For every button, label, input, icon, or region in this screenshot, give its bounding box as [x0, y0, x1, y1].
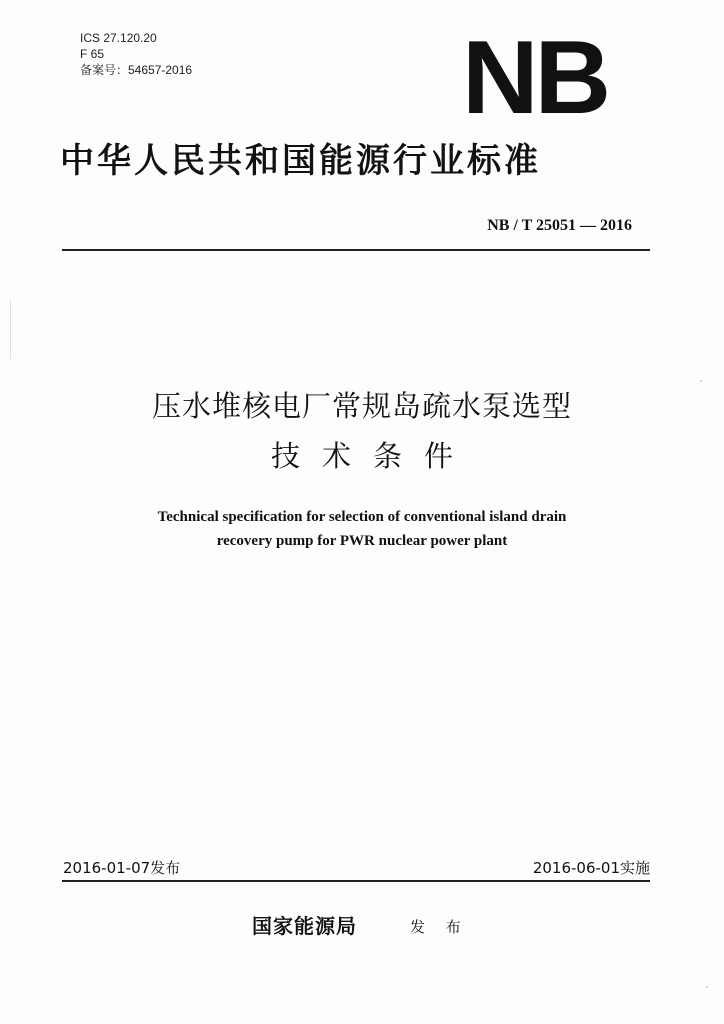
- filing-number: 备案号：54657-2016: [80, 63, 193, 77]
- chinese-title-line-1: 压水堆核电厂常规岛疏水泵选型: [151, 389, 572, 423]
- publish-label: 发 布: [410, 918, 469, 936]
- english-title-line-2: recovery pump for PWR nuclear power plant: [216, 533, 508, 549]
- publisher-name: 国家能源局: [252, 914, 357, 938]
- issue-date: 2016-01-07发布: [63, 859, 181, 877]
- implementation-date: 2016-06-01实施: [532, 859, 650, 877]
- bottom-divider: [62, 880, 650, 882]
- nb-logo: NB: [462, 20, 608, 136]
- ccs-code: F 65: [80, 47, 105, 61]
- ics-code: ICS 27.120.20: [80, 31, 157, 45]
- scan-speck: [700, 380, 702, 382]
- chinese-title-line-2: 技术条件: [270, 439, 475, 473]
- top-divider: [62, 249, 650, 251]
- scan-speck: [706, 986, 708, 988]
- english-title-line-1: Technical specification for selection of conventional island drain: [157, 509, 567, 525]
- scan-edge-mark: [10, 300, 11, 360]
- issuing-standard-title: 中华人民共和国能源行业标准: [60, 141, 541, 181]
- classification-block: [80, 30, 192, 78]
- standard-number: NB / T 25051 — 2016: [487, 217, 632, 234]
